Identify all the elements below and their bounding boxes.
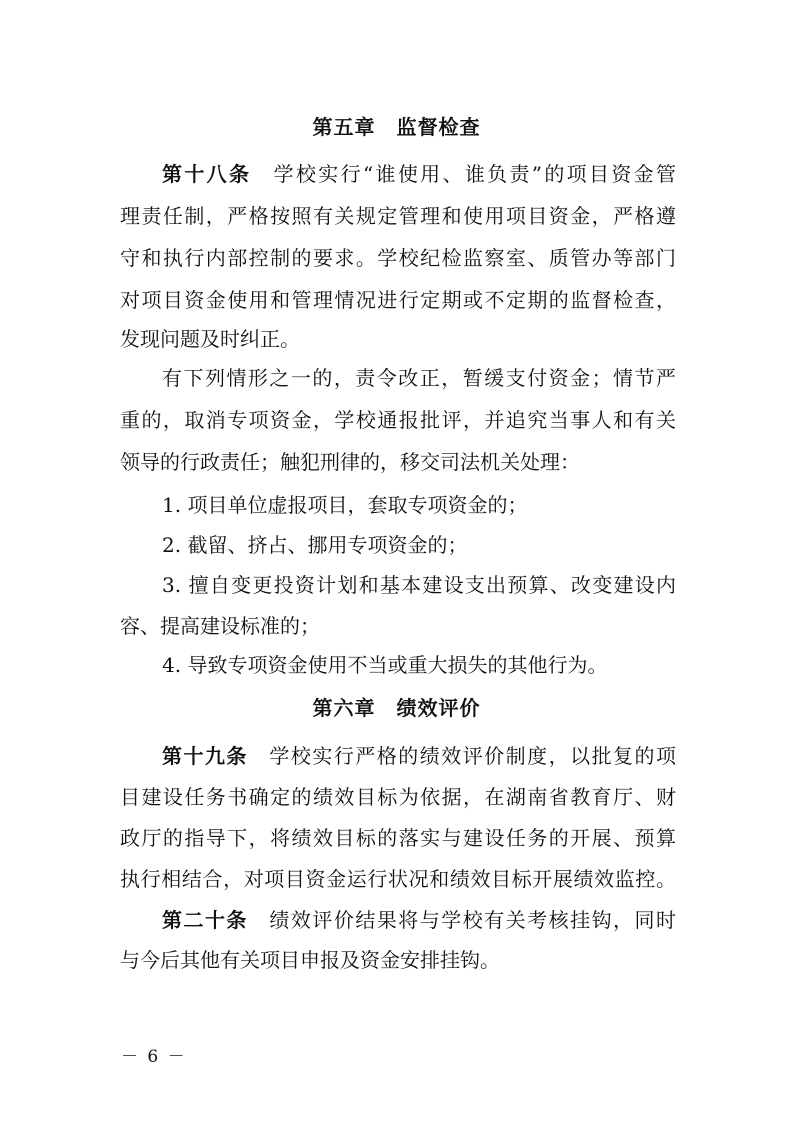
list-item-2: 2. 截留、挤占、挪用专项资金的；: [162, 533, 468, 557]
paragraph-line-1: 有下列情形之一的，责令改正，暂缓支付资金；情节严: [162, 366, 676, 390]
article-20-line-1: 第二十条 绩效评价结果将与学校有关考核挂钩，同时: [162, 908, 677, 932]
article-19-line-3: 政厅的指导下，将绩效目标的落实与建设任务的开展、预算: [120, 826, 676, 850]
paragraph-line-3: 领导的行政责任；触犯刑律的，移交司法机关处理：: [120, 450, 580, 474]
page-number: － 6 －: [121, 1047, 187, 1067]
list-item-3-cont: 容、提高建设标准的；: [120, 614, 320, 638]
article-18-line-5: 发现问题及时纠正。: [120, 327, 300, 351]
article-19-line-2: 目建设任务书确定的绩效目标为依据，在湖南省教育厅、财: [120, 785, 676, 809]
article-20-label: 第二十条: [162, 908, 248, 932]
list-item-4: 4. 导致专项资金使用不当或重大损失的其他行为。: [162, 653, 608, 677]
article-19-line-4: 执行相结合，对项目资金运行状况和绩效目标开展绩效监控。: [120, 867, 676, 891]
article-18-line-3: 守和执行内部控制的要求。学校纪检监察室、质管办等部门: [120, 246, 676, 270]
chapter-5-title: 第五章 监督检查: [312, 115, 481, 139]
chapter-6-title: 第六章 绩效评价: [312, 696, 481, 720]
article-18-line-1: 第十八条 学校实行“谁使用、谁负责”的项目资金管: [162, 162, 676, 186]
article-18-label: 第十八条: [162, 162, 252, 186]
article-18-line-4: 对项目资金使用和管理情况进行定期或不定期的监督检查，: [120, 288, 676, 312]
list-item-3: 3. 擅自变更投资计划和基本建设支出预算、改变建设内: [162, 573, 676, 597]
list-item-1: 1. 项目单位虚报项目，套取专项资金的；: [162, 493, 528, 517]
article-19-line-1: 第十九条 学校实行严格的绩效评价制度，以批复的项: [162, 744, 677, 768]
paragraph-line-2: 重的，取消专项资金，学校通报批评，并追究当事人和有关: [120, 408, 676, 432]
article-19-label: 第十九条: [162, 744, 248, 768]
article-20-line-2: 与今后其他有关项目申报及资金安排挂钩。: [120, 948, 500, 972]
article-18-line-2: 理责任制，严格按照有关规定管理和使用项目资金，严格遵: [120, 204, 676, 228]
